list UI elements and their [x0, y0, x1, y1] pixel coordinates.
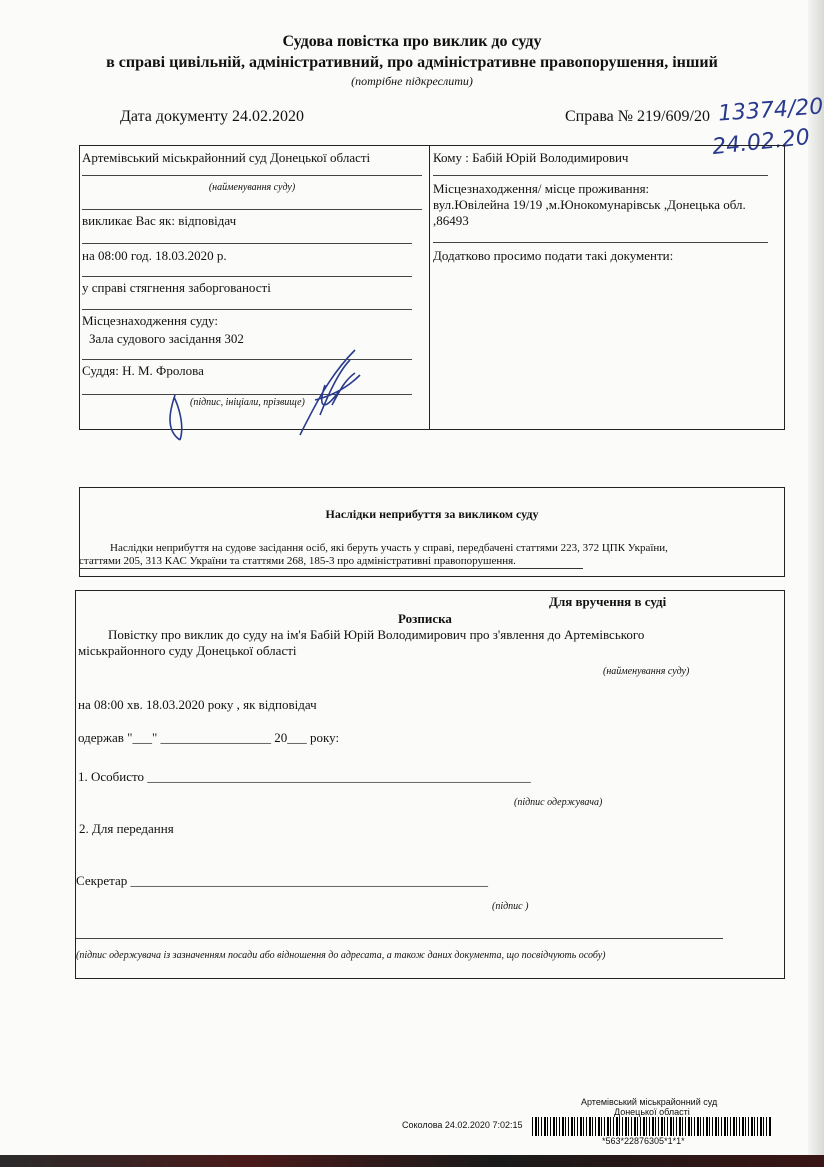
receipt-footer-caption: (підпис одержувача із зазначенням посади або відношення до адресата, а також даних документа, що посвідчують особу): [76, 950, 606, 961]
underline: [82, 243, 412, 244]
scan-edge: [808, 0, 824, 1167]
hearing-time: на 08:00 год. 18.03.2020 р.: [82, 248, 227, 263]
barcode-text: *563*22876305*1*1*: [602, 1136, 685, 1146]
secretary-signature-caption: (підпис ): [492, 901, 529, 912]
signature-caption: (підпис, ініціали, прізвище): [190, 397, 305, 408]
document-date: Дата документу 24.02.2020: [120, 108, 304, 125]
recipient-location-label: Місцезнаходження/ місце проживання:: [433, 181, 650, 196]
case-subject: у справі стягнення заборгованості: [82, 280, 271, 295]
receipt-text-1: Повістку про виклик до суду на ім'я Бабій Юрій Володимирович про з'явлення до Артемівського: [108, 627, 645, 642]
for-transfer: 2. Для передання: [79, 821, 174, 836]
receipt-appearance: на 08:00 хв. 18.03.2020 року , як відповідач: [78, 697, 317, 712]
underline: [76, 938, 723, 939]
handwritten-date: 24.02.20: [710, 124, 812, 161]
recipient-signature-caption: (підпис одержувача): [514, 797, 603, 808]
underline: [433, 242, 768, 243]
recipient-address: вул.Ювілейна 19/19 ,м.Юнокомунарівськ ,Донецька обл.: [433, 197, 746, 212]
consequences-text-1: Наслідки неприбуття на судове засідання осіб, які беруть участь у справі, передбачені статтями 223, 372 ЦПК України,: [110, 542, 668, 554]
underline: [82, 175, 422, 176]
document-title: Судова повістка про виклик до суду: [282, 33, 542, 50]
recipient-postcode: ,86493: [433, 213, 469, 228]
summons-divider: [429, 145, 430, 429]
court-name: Артемівський міськрайонний суд Донецької області: [82, 150, 371, 165]
receipt-court-caption: (найменування суду): [603, 666, 690, 677]
receipt-title: Розписка: [398, 611, 452, 626]
case-number: Справа № 219/609/20: [565, 108, 710, 125]
underline: [79, 568, 583, 569]
recipient-name: Кому : Бабій Юрій Володимирович: [433, 150, 629, 165]
court-location-value: Зала судового засідання 302: [89, 331, 244, 346]
underline: [82, 276, 412, 277]
court-location-label: Місцезнаходження суду:: [82, 313, 218, 328]
barcode: [532, 1117, 772, 1136]
printed-by: Соколова 24.02.2020 7:02:15: [402, 1120, 523, 1130]
calls-as: викликає Вас як: відповідач: [82, 213, 237, 228]
stamp-court-line2: Донецької області: [614, 1107, 690, 1117]
consequences-text-2: статтями 205, 313 КАС України та статтями 268, 185-3 про адміністративні правопорушення.: [79, 555, 516, 567]
receipt-text-2: міськрайонного суду Донецької області: [78, 643, 297, 658]
court-name-caption: (найменування суду): [208, 182, 296, 193]
judge-signature: [150, 345, 370, 445]
received-date-line: одержав "___" _________________ 20___ року:: [78, 730, 340, 745]
consequences-title: Наслідки неприбуття за викликом суду: [325, 507, 539, 521]
secretary-line: Секретар _______________________________________________________: [76, 873, 489, 888]
underline: [82, 209, 422, 210]
additional-docs: Додатково просимо подати такі документи:: [433, 248, 674, 263]
title-note: (потрібне підкреслити): [351, 74, 473, 88]
for-court-label: Для вручення в суді: [549, 594, 667, 609]
handwritten-case-number: 13374/20: [717, 94, 824, 127]
underline: [433, 175, 768, 176]
scan-bottom-edge: [0, 1155, 824, 1167]
underline: [82, 309, 412, 310]
judge-name: Суддя: Н. М. Фролова: [82, 363, 204, 378]
personally-line: 1. Особисто ___________________________________________________________: [78, 769, 531, 784]
stamp-court-line1: Артемівський міськрайонний суд: [581, 1097, 718, 1107]
document-subtitle: в справі цивільній, адміністративний, про адміністративне правопорушення, інший: [106, 54, 718, 71]
